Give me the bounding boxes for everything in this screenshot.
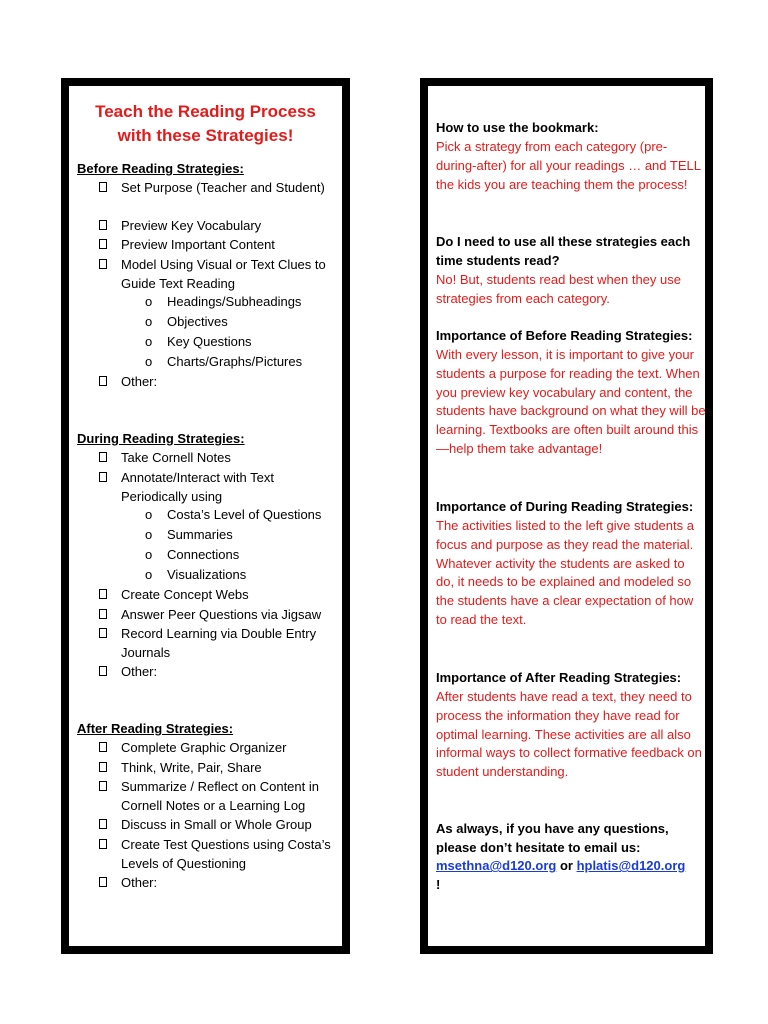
checklist-item[interactable]: Preview Important Content: [99, 236, 331, 255]
sub-item: o Key Questions: [145, 333, 335, 352]
answer-how-to-use: Pick a strategy from each category (pre-during-after) for all your readings … and TELL the kids you are teaching them the process!: [436, 139, 701, 192]
during-heading: During Reading Strategies:: [77, 431, 245, 446]
bullet-icon: o: [145, 314, 153, 329]
checklist-item[interactable]: Answer Peer Questions via Jigsaw: [99, 606, 331, 625]
title-line-2: with these Strategies!: [117, 126, 294, 145]
checkbox-icon[interactable]: [99, 609, 107, 619]
checkbox-icon[interactable]: [99, 819, 107, 829]
title-line-1: Teach the Reading Process: [95, 102, 316, 121]
checkbox-icon[interactable]: [99, 628, 107, 638]
checkbox-icon[interactable]: [99, 376, 107, 386]
checklist-item-other[interactable]: Other:: [99, 373, 331, 392]
sub-item: o Costa’s Level of Questions: [145, 506, 335, 525]
bullet-icon: o: [145, 294, 153, 309]
sub-item: o Connections: [145, 546, 335, 565]
email-link-msethna[interactable]: msethna@d120.org: [436, 858, 557, 874]
checkbox-icon[interactable]: [99, 472, 107, 482]
checkbox-icon[interactable]: [99, 589, 107, 599]
bullet-icon: o: [145, 507, 153, 522]
bullet-icon: o: [145, 354, 153, 369]
checkbox-icon[interactable]: [99, 666, 107, 676]
checklist-item[interactable]: Record Learning via Double Entry Journals: [99, 625, 331, 662]
checkbox-icon[interactable]: [99, 839, 107, 849]
question-after: Importance of After Reading Strategies:: [436, 670, 682, 685]
bullet-icon: o: [145, 527, 153, 542]
answer-after: After students have read a text, they need to process the information they have read for optimal learning. These activities are all also informal ways to collect formative feedback on student understanding.: [436, 689, 702, 780]
checklist-item[interactable]: Annotate/Interact with Text Periodically using: [99, 469, 331, 506]
checklist-item[interactable]: Model Using Visual or Text Clues to Guide Text Reading: [99, 256, 331, 293]
after-heading: After Reading Strategies:: [77, 721, 234, 736]
checklist-item[interactable]: Create Concept Webs: [99, 586, 331, 605]
checkbox-icon[interactable]: [99, 742, 107, 752]
sub-item: o Charts/Graphs/Pictures: [145, 353, 335, 372]
checklist-item[interactable]: Take Cornell Notes: [99, 449, 331, 468]
checklist-item[interactable]: Discuss in Small or Whole Group: [99, 816, 331, 835]
answer-before: With every lesson, it is important to give your students a purpose for reading the text. When you preview key vocabulary and content, the students have background on what they will be learning. Textbooks are often built around this—help them take advantage!: [436, 347, 706, 456]
checklist-item[interactable]: Preview Key Vocabulary: [99, 217, 331, 236]
answer-during: The activities listed to the left give students a focus and purpose as they read the material. Whatever activity the students are asked to do, it needs to be explained and modeled so the students have a clear expectation of how to read the text.: [436, 518, 694, 627]
or-text: or: [556, 858, 577, 874]
checklist-item[interactable]: Set Purpose (Teacher and Student): [99, 179, 331, 198]
question-how-to-use: How to use the bookmark:: [436, 120, 599, 135]
closing-exclamation: !: [436, 876, 441, 892]
checklist-item-other[interactable]: Other:: [99, 874, 331, 893]
checklist-item[interactable]: Create Test Questions using Costa’s Levels of Questioning: [99, 836, 331, 873]
checkbox-icon[interactable]: [99, 781, 107, 791]
checklist-item[interactable]: Summarize / Reflect on Content in Cornell Notes or a Learning Log: [99, 778, 331, 815]
bullet-icon: o: [145, 334, 153, 349]
checklist-item[interactable]: Think, Write, Pair, Share: [99, 759, 331, 778]
bookmark-title: [69, 100, 342, 148]
checkbox-icon[interactable]: [99, 220, 107, 230]
checkbox-icon[interactable]: [99, 762, 107, 772]
checkbox-icon[interactable]: [99, 182, 107, 192]
contact-text: As always, if you have any questions, please don’t hesitate to email us:: [436, 821, 669, 855]
right-bookmark: [420, 78, 713, 954]
question-during: Importance of During Reading Strategies:: [436, 499, 694, 514]
question-before: Importance of Before Reading Strategies:: [436, 328, 693, 343]
checkbox-icon[interactable]: [99, 239, 107, 249]
checkbox-icon[interactable]: [99, 259, 107, 269]
sub-item: o Headings/Subheadings: [145, 293, 335, 312]
before-heading: Before Reading Strategies:: [77, 161, 244, 176]
bullet-icon: o: [145, 567, 153, 582]
question-need-all: Do I need to use all these strategies each time students read?: [436, 234, 691, 268]
checkbox-icon[interactable]: [99, 452, 107, 462]
contact-block: [436, 820, 706, 894]
left-bookmark: [61, 78, 350, 954]
sub-item: o Visualizations: [145, 566, 335, 585]
checkbox-icon[interactable]: [99, 877, 107, 887]
email-link-hplatis[interactable]: hplatis@d120.org: [576, 858, 686, 874]
answer-need-all: No! But, students read best when they use strategies from each category.: [436, 272, 681, 306]
checklist-item-other[interactable]: Other:: [99, 663, 331, 682]
sub-item: o Objectives: [145, 313, 335, 332]
bullet-icon: o: [145, 547, 153, 562]
checklist-item[interactable]: Complete Graphic Organizer: [99, 739, 331, 758]
sub-item: o Summaries: [145, 526, 335, 545]
